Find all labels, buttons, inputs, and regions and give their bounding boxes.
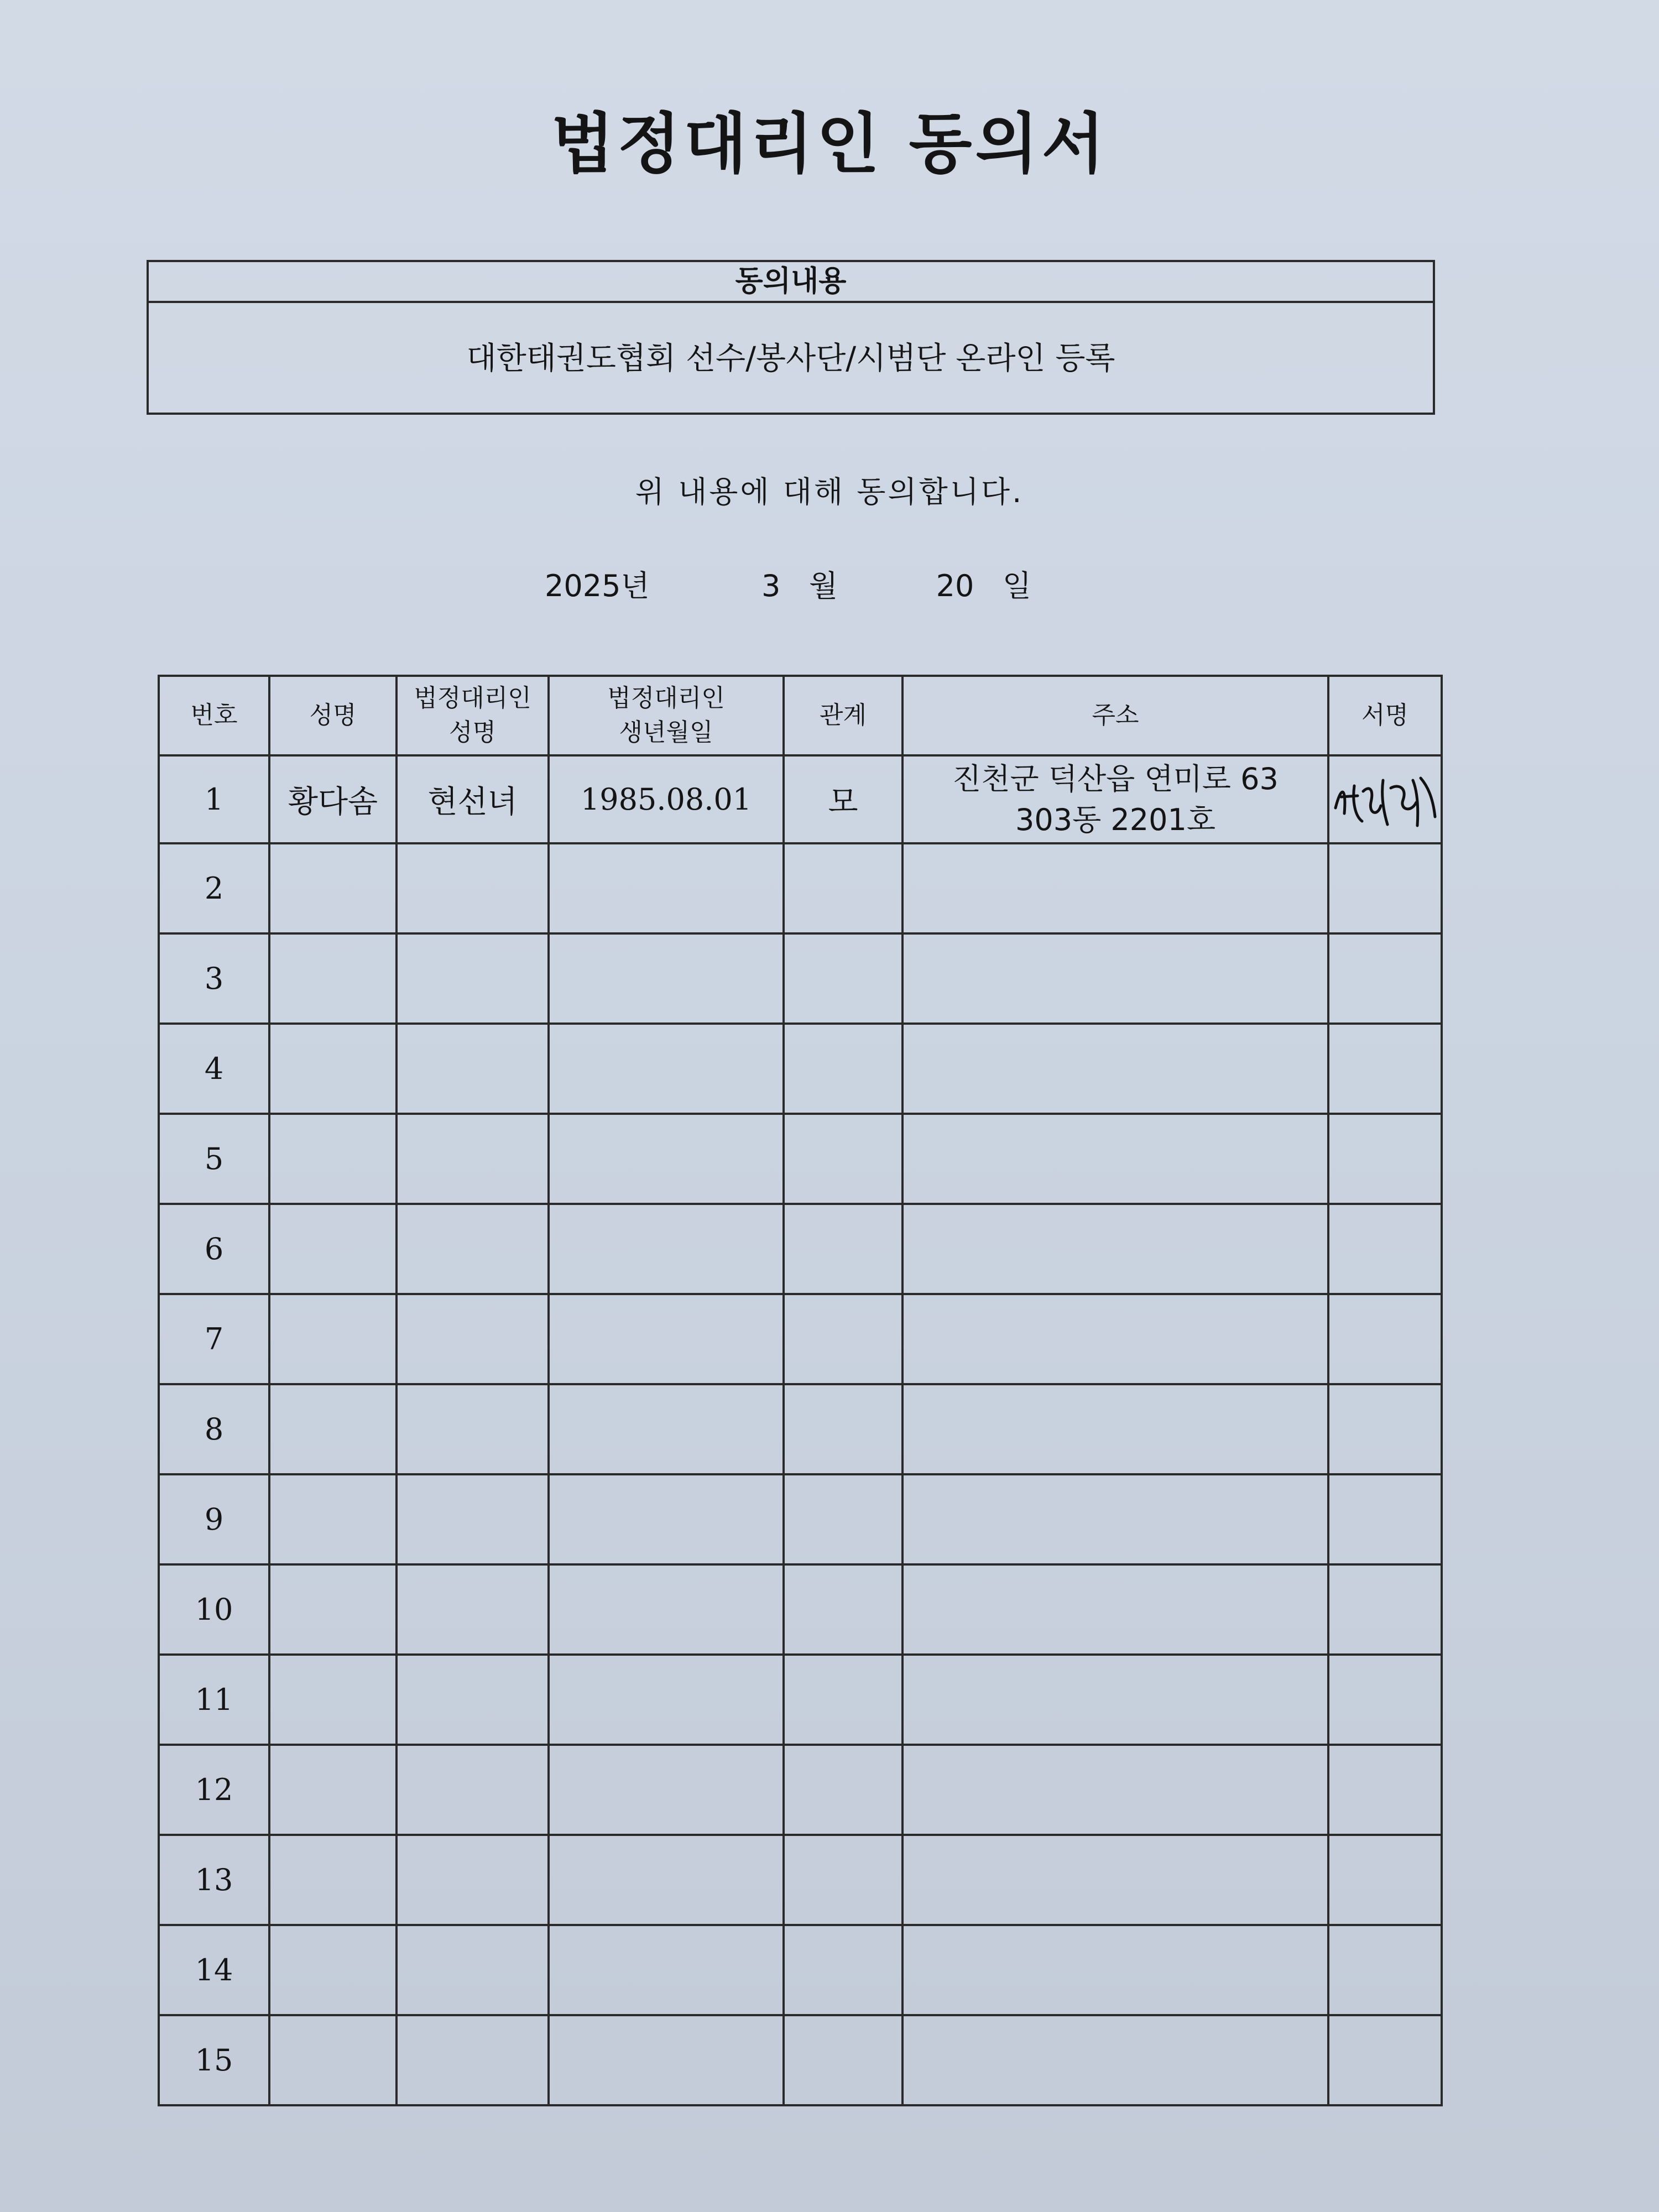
handwritten-signature bbox=[1330, 764, 1441, 836]
cell-guardian-name bbox=[397, 2015, 549, 2105]
cell-no: 12 bbox=[159, 1745, 269, 1835]
cell-name bbox=[269, 843, 397, 933]
cell-signature bbox=[1328, 933, 1442, 1024]
cell-address bbox=[902, 1835, 1328, 1925]
date-month bbox=[749, 564, 838, 608]
cell-relation bbox=[784, 1384, 902, 1474]
cell-guardian-birth bbox=[549, 2015, 784, 2105]
cell-guardian-name bbox=[397, 1655, 549, 1745]
cell-guardian-birth: 1985.08.01 bbox=[549, 755, 784, 843]
cell-guardian-birth bbox=[549, 1745, 784, 1835]
header-guardian-birth-line1: 법정대리인 bbox=[607, 684, 725, 712]
cell-relation bbox=[784, 1114, 902, 1204]
table-header-row bbox=[159, 676, 1442, 755]
cell-relation bbox=[784, 1204, 902, 1294]
cell-guardian-birth bbox=[549, 1114, 784, 1204]
cell-address bbox=[902, 1564, 1328, 1655]
cell-no: 13 bbox=[159, 1835, 269, 1925]
header-name: 성명 bbox=[269, 676, 397, 755]
table-row bbox=[159, 843, 1442, 933]
table-row bbox=[159, 2015, 1442, 2105]
header-guardian-name-line2: 성명 bbox=[448, 718, 496, 747]
cell-guardian-birth bbox=[549, 933, 784, 1024]
cell-guardian-name bbox=[397, 1204, 549, 1294]
cell-guardian-name bbox=[397, 1384, 549, 1474]
cell-signature bbox=[1328, 1114, 1442, 1204]
cell-name: 황다솜 bbox=[269, 755, 397, 843]
cell-address bbox=[902, 1024, 1328, 1114]
cell-signature bbox=[1328, 1925, 1442, 2015]
cell-guardian-name bbox=[397, 1114, 549, 1204]
cell-guardian-birth bbox=[549, 1564, 784, 1655]
table-row bbox=[159, 1835, 1442, 1925]
cell-address bbox=[902, 1474, 1328, 1564]
cell-name bbox=[269, 1474, 397, 1564]
table-row bbox=[159, 1925, 1442, 2015]
cell-guardian-name bbox=[397, 933, 549, 1024]
cell-no: 6 bbox=[159, 1204, 269, 1294]
cell-relation: 모 bbox=[784, 755, 902, 843]
cell-no: 3 bbox=[159, 933, 269, 1024]
cell-guardian-birth bbox=[549, 1835, 784, 1925]
table-row bbox=[159, 1474, 1442, 1564]
cell-no: 9 bbox=[159, 1474, 269, 1564]
consent-text: 대한태권도협회 선수/봉사단/시범단 온라인 등록 bbox=[466, 341, 1115, 377]
cell-relation bbox=[784, 1745, 902, 1835]
cell-guardian-birth bbox=[549, 1655, 784, 1745]
consent-header: 동의내용 bbox=[149, 262, 1433, 303]
cell-relation bbox=[784, 1925, 902, 2015]
cell-no: 7 bbox=[159, 1294, 269, 1384]
header-relation: 관계 bbox=[784, 676, 902, 755]
cell-guardian-name bbox=[397, 1564, 549, 1655]
date-day bbox=[932, 564, 1031, 608]
cell-address bbox=[902, 1745, 1328, 1835]
date-day-unit: 일 bbox=[1002, 568, 1031, 603]
address-line1: 진천군 덕산읍 연미로 63 bbox=[952, 761, 1279, 796]
cell-signature bbox=[1328, 1474, 1442, 1564]
cell-guardian-birth bbox=[549, 1925, 784, 2015]
cell-no: 1 bbox=[159, 755, 269, 843]
table-row bbox=[159, 1204, 1442, 1294]
cell-no: 10 bbox=[159, 1564, 269, 1655]
cell-address bbox=[902, 1655, 1328, 1745]
cell-signature bbox=[1328, 1835, 1442, 1925]
document-title: 법정대리인 동의서 bbox=[551, 106, 1108, 182]
table-row bbox=[159, 1024, 1442, 1114]
cell-name bbox=[269, 2015, 397, 2105]
cell-signature bbox=[1328, 1745, 1442, 1835]
cell-name bbox=[269, 933, 397, 1024]
cell-guardian-birth bbox=[549, 1294, 784, 1384]
cell-no: 15 bbox=[159, 2015, 269, 2105]
cell-signature bbox=[1328, 1655, 1442, 1745]
table-row bbox=[159, 1745, 1442, 1835]
cell-guardian-name bbox=[397, 843, 549, 933]
date-month-value: 3 bbox=[761, 568, 781, 603]
cell-no: 5 bbox=[159, 1114, 269, 1204]
cell-address bbox=[902, 1384, 1328, 1474]
header-guardian-birth-line2: 생년월일 bbox=[619, 718, 713, 747]
cell-name bbox=[269, 1294, 397, 1384]
cell-guardian-name bbox=[397, 1474, 549, 1564]
cell-relation bbox=[784, 1564, 902, 1655]
cell-no: 14 bbox=[159, 1925, 269, 2015]
header-address: 주소 bbox=[902, 676, 1328, 755]
cell-guardian-name bbox=[397, 1294, 549, 1384]
cell-no: 2 bbox=[159, 843, 269, 933]
cell-no: 8 bbox=[159, 1384, 269, 1474]
table-row bbox=[159, 933, 1442, 1024]
cell-relation bbox=[784, 1294, 902, 1384]
cell-address bbox=[902, 755, 1328, 843]
cell-relation bbox=[784, 1024, 902, 1114]
date-year: 2025년 bbox=[545, 568, 650, 603]
cell-no: 4 bbox=[159, 1024, 269, 1114]
cell-guardian-name: 현선녀 bbox=[397, 755, 549, 843]
table-row bbox=[159, 1655, 1442, 1745]
cell-name bbox=[269, 1745, 397, 1835]
cell-signature bbox=[1328, 1564, 1442, 1655]
cell-guardian-birth bbox=[549, 1024, 784, 1114]
table-row bbox=[159, 1114, 1442, 1204]
cell-no: 11 bbox=[159, 1655, 269, 1745]
table-row bbox=[159, 1294, 1442, 1384]
cell-guardian-birth bbox=[549, 1474, 784, 1564]
header-guardian-name bbox=[397, 676, 549, 755]
table-row bbox=[159, 755, 1442, 843]
cell-address bbox=[902, 1294, 1328, 1384]
cell-signature bbox=[1328, 1204, 1442, 1294]
cell-name bbox=[269, 1384, 397, 1474]
cell-guardian-name bbox=[397, 1024, 549, 1114]
cell-name bbox=[269, 1925, 397, 2015]
address-line2: 303동 2201호 bbox=[1015, 802, 1215, 837]
cell-guardian-name bbox=[397, 1745, 549, 1835]
cell-signature bbox=[1328, 755, 1442, 843]
cell-name bbox=[269, 1024, 397, 1114]
table-row bbox=[159, 1564, 1442, 1655]
cell-address bbox=[902, 1925, 1328, 2015]
cell-guardian-birth bbox=[549, 1204, 784, 1294]
cell-name bbox=[269, 1835, 397, 1925]
cell-guardian-name bbox=[397, 1835, 549, 1925]
cell-relation bbox=[784, 1835, 902, 1925]
cell-guardian-name bbox=[397, 1925, 549, 2015]
cell-address bbox=[902, 1114, 1328, 1204]
cell-name bbox=[269, 1114, 397, 1204]
header-signature: 서명 bbox=[1328, 676, 1442, 755]
cell-relation bbox=[784, 843, 902, 933]
cell-signature bbox=[1328, 843, 1442, 933]
cell-signature bbox=[1328, 1294, 1442, 1384]
cell-relation bbox=[784, 1655, 902, 1745]
cell-address bbox=[902, 933, 1328, 1024]
cell-name bbox=[269, 1204, 397, 1294]
cell-guardian-birth bbox=[549, 1384, 784, 1474]
date-month-unit: 월 bbox=[808, 568, 838, 603]
header-guardian-name-line1: 법정대리인 bbox=[414, 684, 531, 712]
cell-name bbox=[269, 1655, 397, 1745]
header-no: 번호 bbox=[159, 676, 269, 755]
agree-statement: 위 내용에 대해 동의합니다. bbox=[635, 474, 1024, 509]
cell-address bbox=[902, 843, 1328, 933]
date-day-value: 20 bbox=[936, 568, 974, 603]
guardian-table bbox=[158, 675, 1443, 2106]
cell-relation bbox=[784, 2015, 902, 2105]
cell-address bbox=[902, 1204, 1328, 1294]
cell-relation bbox=[784, 933, 902, 1024]
cell-signature bbox=[1328, 1384, 1442, 1474]
consent-content-box bbox=[147, 260, 1435, 415]
cell-guardian-birth bbox=[549, 843, 784, 933]
cell-address bbox=[902, 2015, 1328, 2105]
cell-name bbox=[269, 1564, 397, 1655]
cell-signature bbox=[1328, 1024, 1442, 1114]
table-row bbox=[159, 1384, 1442, 1474]
header-guardian-birth bbox=[549, 676, 784, 755]
cell-relation bbox=[784, 1474, 902, 1564]
cell-signature bbox=[1328, 2015, 1442, 2105]
